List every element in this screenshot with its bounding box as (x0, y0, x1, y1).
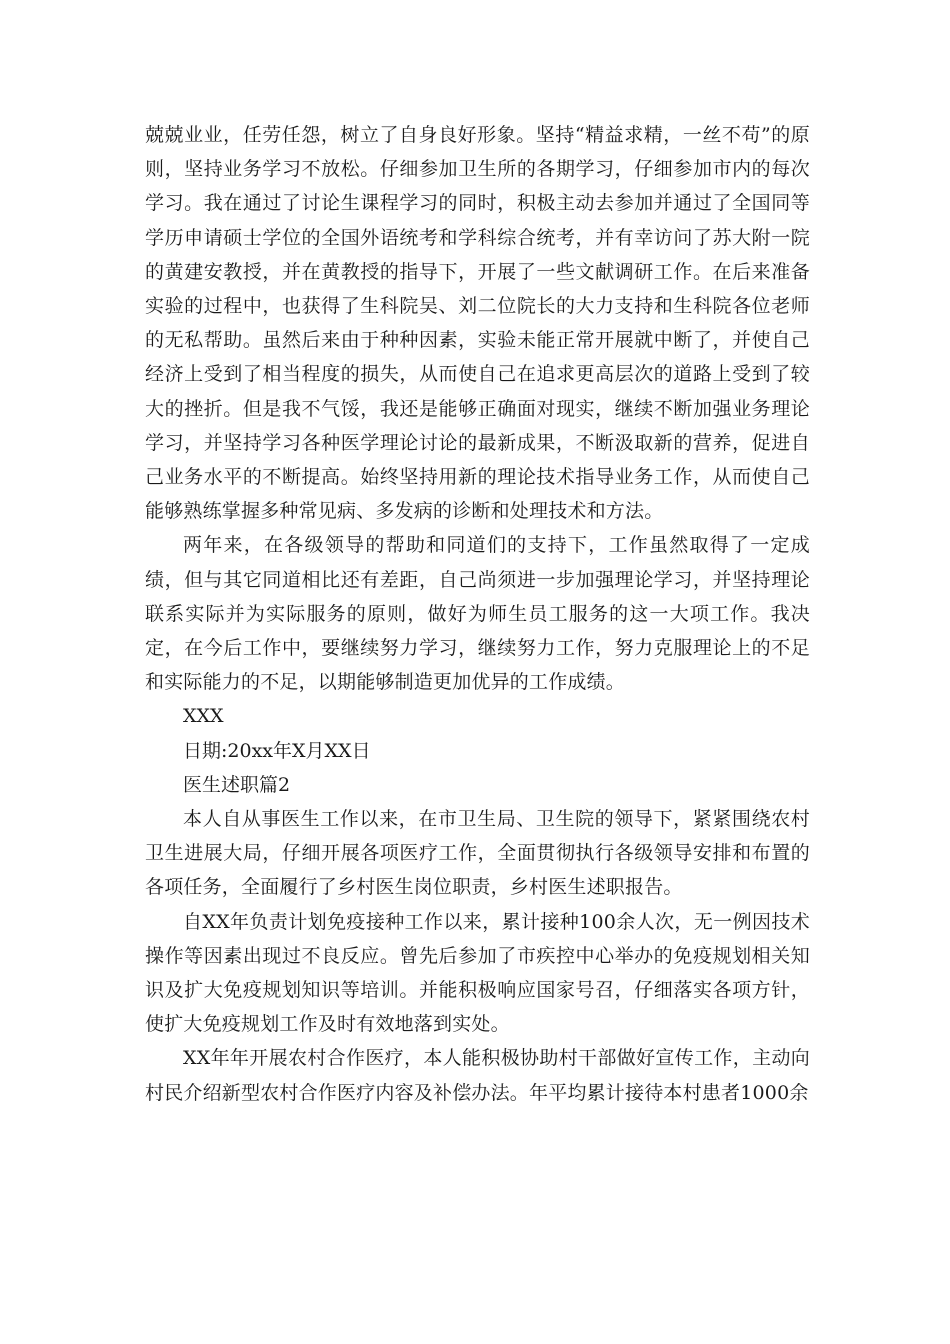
signature: XXX (183, 705, 224, 728)
date-line: 日期:20xx年X月XX日 (183, 739, 371, 762)
paragraph-cooperative-medical: XX年年开展农村合作医疗，本人能积极协助村干部做好宣传工作，主动向村民介绍新型农村合作医疗内容及补偿办法。年平均累计接待本村患者1000余 (145, 1047, 810, 1104)
document-body (145, 118, 810, 1110)
paragraph-intro: 本人自从事医生工作以来，在市卫生局、卫生院的领导下，紧紧围绕农村卫生进展大局，仔细开展各项医疗工作，全面贯彻执行各级领导安排和布置的各项任务，全面履行了乡村医生岗位职责，乡村医生述职报告。 (145, 808, 810, 899)
paragraph-continued: 兢兢业业，任劳任怨，树立了自身良好形象。坚持“精益求精，一丝不苟”的原则，坚持业务学习不放松。仔细参加卫生所的各期学习，仔细参加市内的每次学习。我在通过了讨论生课程学习的同时，积极主动去参加并通过了全国同等学历申请硕士学位的全国外语统考和学科综合统考，并有幸访问了苏大附一院的黄建安教授，并在黄教授的指导下，开展了一些文献调研工作。在后来准备实验的过程中，也获得了生科院吴、刘二位院长的大力支持和生科院各位老师的无私帮助。虽然后来由于种种因素，实验未能正常开展就中断了，并使自己经济上受到了相当程度的损失，从而使自己在追求更高层次的道路上受到了较大的挫折。但是我不气馁，我还是能够正确面对现实，继续不断加强业务理论学习，并坚持学习各种医学理论讨论的最新成果，不断汲取新的营养，促进自己业务水平的不断提高。始终坚持用新的理论技术指导业务工作，从而使自己能够熟练掌握多种常见病、多发病的诊断和处理技术和方法。 (145, 124, 810, 523)
section-title: 医生述职篇2 (183, 773, 291, 796)
paragraph-immunization: 自XX年负责计划免疫接种工作以来，累计接种100余人次，无一例因技术操作等因素出现过不良反应。曾先后参加了市疾控中心举办的免疫规划相关知识及扩大免疫规划知识等培训。并能积极响应国家号召，仔细落实各项方针，使扩大免疫规划工作及时有效地落到实处。 (145, 910, 810, 1036)
paragraph-two-years: 两年来，在各级领导的帮助和同道们的支持下，工作虽然取得了一定成绩，但与其它同道相比还有差距，自己尚须进一步加强理论学习，并坚持理论联系实际并为实际服务的原则，做好为师生员工服务的这一大项工作。我决定，在今后工作中，要继续努力学习，继续努力工作，努力克服理论上的不足和实际能力的不足，以期能够制造更加优异的工作成绩。 (145, 534, 810, 694)
